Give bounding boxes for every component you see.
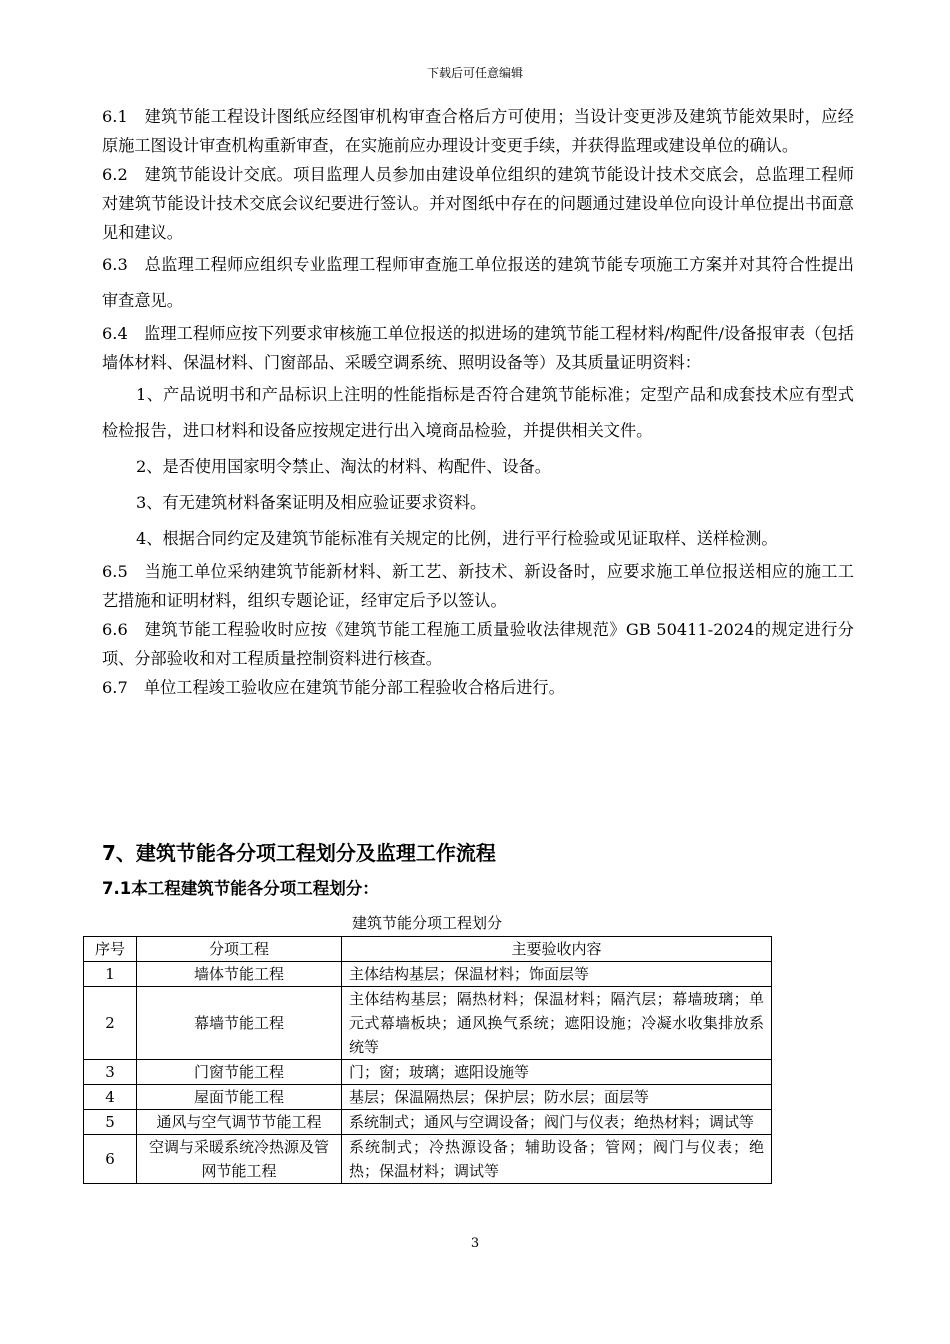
list-item-1: 1、产品说明书和产品标识上注明的性能指标是否符合建筑节能标准；定型产品和成套技术应有型式检检报告，进口材料和设备应按规定进行出入境商品检验，并提供相关文件。	[102, 385, 854, 440]
row-content: 主体结构基层；保温材料；饰面层等	[342, 962, 772, 987]
page-header: 下载后可任意编辑	[426, 66, 523, 80]
header-item: 分项工程	[137, 937, 342, 962]
table-caption: 建筑节能分项工程划分	[351, 914, 502, 932]
paragraph-6-1: 6.1 建筑节能工程设计图纸应经图审机构审查合格后方可使用；当设计变更涉及建筑节能效果时，应经原施工图设计审查机构重新审查，在实施前应办理设计变更手续，并获得监理或建设单位的确认。	[102, 107, 854, 155]
paragraph-6-7: 6.7 单位工程竣工验收应在建筑节能分部工程验收合格后进行。	[102, 678, 565, 697]
row-content: 门；窗；玻璃；遮阳设施等	[342, 1060, 772, 1085]
row-index: 5	[84, 1110, 137, 1135]
row-index: 6	[84, 1135, 137, 1184]
subdivision-table	[83, 936, 772, 1184]
paragraph-6-6: 6.6 建筑节能工程验收时应按《建筑节能工程施工质量验收法律规范》GB 50411-2024的规定进行分项、分部验收和对工程质量控制资料进行核查。	[102, 620, 854, 668]
table-row	[84, 1060, 772, 1085]
row-index: 2	[84, 987, 137, 1060]
paragraph-6-3: 6.3 总监理工程师应组织专业监理工程师审查施工单位报送的建筑节能专项施工方案并对其符合性提出审查意见。	[102, 255, 854, 310]
paragraph-6-2: 6.2 建筑节能设计交底。项目监理人员参加由建设单位组织的建筑节能设计技术交底会，总监理工程师对建筑节能设计技术交底会议纪要进行签认。并对图纸中存在的问题通过建设单位向设计单位提出书面意见和建议。	[102, 165, 854, 242]
table-row	[84, 987, 772, 1060]
row-content: 系统制式；通风与空调设备；阀门与仪表；绝热材料；调试等	[342, 1110, 772, 1135]
list-item-3: 3、有无建筑材料备案证明及相应验证要求资料。	[136, 493, 487, 512]
row-index: 1	[84, 962, 137, 987]
paragraph-6-4: 6.4 监理工程师应按下列要求审核施工单位报送的拟进场的建筑节能工程材料/构配件/设备报审表（包括墙体材料、保温材料、门窗部品、采暖空调系统、照明设备等）及其质量证明资料：	[102, 324, 854, 372]
header-content: 主要验收内容	[342, 937, 772, 962]
paragraph-6-5: 6.5 当施工单位采纳建筑节能新材料、新工艺、新技术、新设备时，应要求施工单位报送相应的施工工艺措施和证明材料，组织专题论证，经审定后予以签认。	[102, 562, 854, 610]
row-index: 4	[84, 1085, 137, 1110]
row-item: 空调与采暖系统冷热源及管网节能工程	[137, 1135, 342, 1184]
header-index: 序号	[84, 937, 137, 962]
row-index: 3	[84, 1060, 137, 1085]
list-item-2: 2、是否使用国家明令禁止、淘汰的材料、构配件、设备。	[136, 457, 551, 476]
row-item: 幕墙节能工程	[137, 987, 342, 1060]
subsection-heading: 7.1本工程建筑节能各分项工程划分：	[102, 879, 379, 898]
row-item: 通风与空气调节节能工程	[137, 1110, 342, 1135]
row-item: 门窗节能工程	[137, 1060, 342, 1085]
table-row	[84, 1135, 772, 1184]
page-number: 3	[470, 1236, 480, 1251]
list-item-4: 4、根据合同约定及建筑节能标准有关规定的比例，进行平行检验或见证取样、送样检测。	[136, 529, 778, 548]
row-content: 系统制式；冷热源设备；辅助设备；管网；阀门与仪表；绝热；保温材料；调试等	[342, 1135, 772, 1184]
table-row	[84, 962, 772, 987]
table-header-row	[84, 937, 772, 962]
row-item: 墙体节能工程	[137, 962, 342, 987]
table-row	[84, 1085, 772, 1110]
table-row	[84, 1110, 772, 1135]
row-item: 屋面节能工程	[137, 1085, 342, 1110]
section-heading: 7、建筑节能各分项工程划分及监理工作流程	[102, 841, 496, 865]
row-content: 基层；保温隔热层；保护层；防水层；面层等	[342, 1085, 772, 1110]
row-content: 主体结构基层；隔热材料；保温材料；隔汽层；幕墙玻璃；单元式幕墙板块；通风换气系统；遮阳设施；冷凝水收集排放系统等	[342, 987, 772, 1060]
body-text	[102, 102, 854, 702]
